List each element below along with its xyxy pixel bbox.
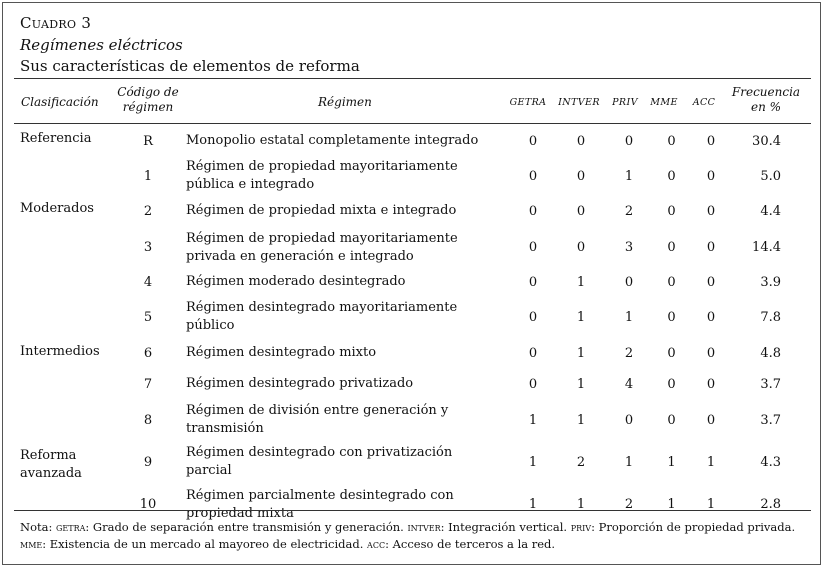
cell-intver: 1 (576, 497, 586, 512)
cell-regimen: Régimen de propiedad mayoritariamente pública e integrado (186, 159, 458, 192)
note-mme-text: Existencia de un mercado al mayoreo de electricidad. (49, 537, 364, 551)
regimes-table (14, 124, 807, 526)
cell-getra: 0 (528, 376, 538, 392)
header-clasificacion: Clasificación (21, 95, 99, 109)
cell-codigo: 4 (143, 274, 153, 290)
cell-getra: 1 (528, 497, 538, 512)
cell-mme: 0 (667, 203, 676, 219)
note-getra-abbr: getra (56, 521, 86, 534)
cell-acc: 0 (706, 168, 716, 184)
cell-priv: 1 (624, 168, 634, 184)
cell-acc: 1 (706, 497, 716, 512)
cell-acc: 0 (706, 345, 716, 361)
table-row (14, 267, 807, 297)
cell-frecuencia: 4.8 (760, 345, 781, 361)
table-row (14, 194, 807, 228)
cell-mme: 1 (667, 497, 676, 512)
table-row (14, 158, 807, 194)
cell-mme: 1 (667, 454, 676, 470)
cell-codigo: 5 (143, 309, 153, 325)
cell-codigo: 8 (143, 412, 153, 428)
header-frecuencia (728, 85, 804, 115)
cell-mme: 0 (667, 345, 676, 361)
cell-getra: 0 (528, 274, 538, 290)
cell-intver: 0 (576, 203, 586, 219)
cell-priv: 4 (624, 376, 634, 392)
table-row (14, 369, 807, 399)
cell-regimen: Régimen desintegrado privatizado (186, 376, 414, 391)
cell-priv: 0 (624, 412, 634, 428)
cell-priv: 0 (624, 133, 634, 149)
cell-clasificacion (14, 228, 112, 267)
cell-mme: 0 (667, 240, 676, 255)
cell-clasificacion: Intermedios (20, 344, 100, 359)
cell-clasificacion (14, 297, 112, 337)
cell-codigo: 9 (143, 454, 153, 470)
cell-regimen: Régimen desintegrado con privatización parcial (186, 445, 453, 478)
cell-priv: 0 (624, 274, 634, 290)
cell-codigo: 6 (143, 345, 153, 361)
cell-intver: 0 (576, 133, 586, 149)
cell-getra: 0 (528, 203, 538, 219)
cell-intver: 1 (576, 309, 586, 325)
header-codigo-line1: Código de (117, 85, 179, 99)
cell-frecuencia: 3.7 (760, 376, 781, 392)
cell-getra: 0 (528, 133, 538, 149)
cell-mme: 0 (667, 168, 676, 184)
header-frecuencia-line2: en % (750, 100, 782, 114)
cell-codigo: 1 (143, 168, 153, 184)
cell-getra: 0 (528, 168, 538, 184)
cell-regimen: Régimen desintegrado mixto (186, 345, 377, 360)
table-title (20, 14, 91, 32)
cell-codigo: 2 (143, 203, 153, 219)
cell-frecuencia: 5.0 (760, 168, 781, 184)
table-row (14, 337, 807, 369)
table-row (14, 297, 807, 337)
cell-clasificacion (14, 369, 112, 399)
cell-clasificacion (14, 267, 112, 297)
cell-acc: 0 (706, 274, 716, 290)
cell-codigo: R (143, 133, 153, 149)
cell-clasificacion: Referencia (20, 131, 92, 146)
cell-acc: 0 (706, 240, 716, 255)
header-acc: ACC (692, 97, 716, 108)
cell-mme: 0 (667, 412, 676, 428)
cell-clasificacion: Moderados (20, 201, 94, 216)
header-getra: GETRA (509, 97, 547, 108)
note-acc-abbr: acc (367, 538, 386, 551)
cell-regimen: Régimen de propiedad mixta e integrado (186, 203, 457, 218)
note-intver-text: Integración vertical. (448, 520, 568, 534)
note-priv-abbr: priv (570, 521, 592, 534)
cell-intver: 0 (576, 168, 586, 184)
cell-codigo: 7 (143, 376, 153, 392)
cell-frecuencia: 7.8 (760, 309, 781, 325)
cell-codigo: 3 (143, 240, 153, 255)
cell-priv: 1 (624, 309, 634, 325)
note-getra-text: Grado de separación entre transmisión y generación. (92, 520, 404, 534)
cell-intver: 1 (576, 376, 586, 392)
title-number: 3 (81, 14, 92, 32)
table-note: Nota: getra: Grado de separación entre transmisión y generación. intver: Integración vertical. priv: Proporción de propiedad privada. mme: Existencia de un mercado al mayoreo de electricidad. acc: Acceso de terceros a la red. (20, 520, 796, 551)
cell-priv: 3 (624, 240, 634, 255)
cell-acc: 1 (706, 454, 716, 470)
header-regimen: Régimen (318, 95, 372, 109)
note-intver-abbr: intver (407, 521, 441, 534)
cell-intver: 0 (576, 240, 586, 255)
cell-regimen: Monopolio estatal completamente integrado (186, 133, 479, 148)
note-acc-text: Acceso de terceros a la red. (392, 537, 556, 551)
cell-mme: 0 (667, 309, 676, 325)
header-intver: INTVER (558, 97, 600, 108)
cell-intver: 1 (576, 412, 586, 428)
cell-acc: 0 (706, 376, 716, 392)
cell-getra: 0 (528, 345, 538, 361)
cell-intver: 1 (576, 345, 586, 361)
note-priv-text: Proporción de propiedad privada. (598, 520, 796, 534)
cell-clasificacion (14, 399, 112, 441)
cell-codigo: 10 (139, 497, 157, 512)
cell-acc: 0 (706, 203, 716, 219)
cell-frecuencia: 2.8 (760, 497, 781, 512)
cell-mme: 0 (667, 133, 676, 149)
header-priv: PRIV (612, 97, 638, 108)
cell-priv: 2 (624, 497, 634, 512)
cell-intver: 1 (576, 274, 586, 290)
cell-mme: 0 (667, 376, 676, 392)
cell-priv: 2 (624, 345, 634, 361)
table-row (14, 228, 807, 267)
cell-frecuencia: 4.3 (760, 454, 781, 470)
header-frecuencia-line1: Frecuencia (731, 85, 801, 99)
cell-frecuencia: 4.4 (760, 203, 781, 219)
table-row (14, 441, 807, 483)
header-top-rule (14, 78, 811, 79)
cell-getra: 0 (528, 240, 538, 255)
cell-clasificacion (14, 158, 112, 194)
cell-frecuencia: 14.4 (752, 240, 781, 255)
cell-frecuencia: 3.7 (760, 412, 781, 428)
cell-frecuencia: 30.4 (752, 133, 781, 149)
table-row (14, 124, 807, 158)
cell-mme: 0 (667, 274, 676, 290)
table-row (14, 399, 807, 441)
cell-regimen: Régimen de propiedad mayoritariamente privada en generación e integrado (186, 230, 458, 264)
note-mme-abbr: mme (20, 538, 43, 551)
header-codigo (112, 85, 184, 115)
cell-intver: 2 (576, 454, 586, 470)
note-prefix: Nota: (20, 520, 53, 534)
cell-acc: 0 (706, 412, 716, 428)
cell-priv: 2 (624, 203, 634, 219)
table-description: Sus características de elementos de reforma (20, 57, 360, 75)
header-mme: MME (650, 97, 678, 108)
cell-acc: 0 (706, 309, 716, 325)
cell-getra: 1 (528, 454, 538, 470)
cell-regimen: Régimen de división entre generación y transmisión (186, 403, 449, 436)
cell-regimen: Régimen parcialmente desintegrado con propiedad mixta (186, 487, 454, 521)
footer-rule (14, 510, 811, 511)
cell-regimen: Régimen moderado desintegrado (186, 274, 406, 289)
cell-clasificacion: Reforma avanzada (20, 448, 82, 481)
header-codigo-line2: régimen (122, 100, 174, 114)
table-subtitle: Regímenes eléctricos (20, 36, 183, 54)
title-label: Cuadro (20, 14, 77, 32)
cell-priv: 1 (624, 454, 634, 470)
cell-frecuencia: 3.9 (760, 274, 781, 290)
cell-getra: 0 (528, 309, 538, 325)
cell-regimen: Régimen desintegrado mayoritariamente público (186, 300, 458, 333)
cell-acc: 0 (706, 133, 716, 149)
cell-getra: 1 (528, 412, 538, 428)
